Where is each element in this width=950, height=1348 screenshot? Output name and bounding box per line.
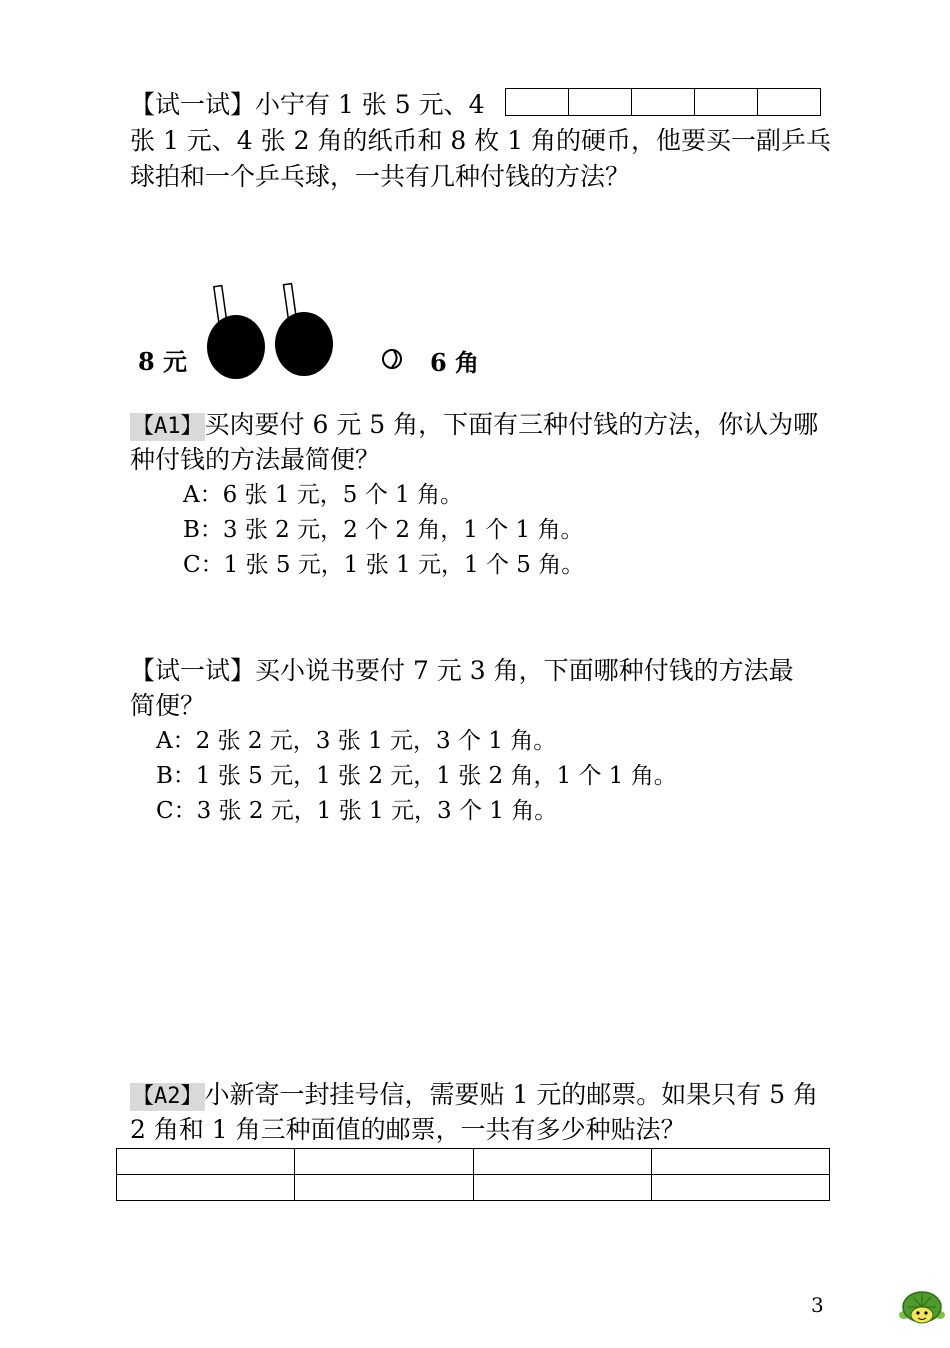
answer-cell[interactable] bbox=[695, 89, 758, 115]
table-cell[interactable] bbox=[651, 1149, 829, 1175]
a2-tag: 【A2】 bbox=[132, 1084, 203, 1109]
ping-pong-ball-icon bbox=[380, 347, 404, 371]
paddle-price-label: 8 元 bbox=[138, 347, 188, 376]
ball-price-label: 6 角 bbox=[430, 348, 480, 377]
answer-table bbox=[116, 1148, 830, 1201]
table-cell[interactable] bbox=[117, 1149, 295, 1175]
table-cell[interactable] bbox=[473, 1149, 651, 1175]
table-row bbox=[117, 1149, 830, 1175]
try2-option-a: A：2 张 2 元，3 张 1 元，3 个 1 角。 bbox=[156, 728, 557, 754]
answer-cell[interactable] bbox=[632, 89, 695, 115]
a1-line-2: 种付钱的方法最简便？ bbox=[130, 445, 381, 474]
a1-option-c: C：1 张 5 元，1 张 1 元，1 个 5 角。 bbox=[183, 552, 585, 578]
table-row bbox=[117, 1175, 830, 1201]
a1-option-a: A：6 张 1 元，5 个 1 角。 bbox=[183, 482, 464, 508]
a1-line-1-text: 买肉要付 6 元 5 角，下面有三种付钱的方法，你认为哪 bbox=[204, 410, 819, 439]
table-cell[interactable] bbox=[651, 1175, 829, 1201]
answer-grid-top bbox=[505, 88, 821, 116]
try2-line-2: 简便？ bbox=[130, 691, 206, 720]
page-number: 3 bbox=[811, 1293, 824, 1317]
a2-line-1 bbox=[130, 1078, 818, 1112]
answer-cell[interactable] bbox=[758, 89, 820, 115]
table-cell[interactable] bbox=[295, 1175, 473, 1201]
table-cell[interactable] bbox=[473, 1175, 651, 1201]
a1-option-b: B：3 张 2 元，2 个 2 角，1 个 1 角。 bbox=[183, 517, 584, 543]
answer-cell[interactable] bbox=[506, 89, 569, 115]
table-cell[interactable] bbox=[295, 1149, 473, 1175]
try2-option-c: C：3 张 2 元，1 张 1 元，3 个 1 角。 bbox=[156, 798, 558, 824]
answer-cell[interactable] bbox=[569, 89, 632, 115]
a1-tag: 【A1】 bbox=[132, 414, 203, 439]
try1-line-1: 【试一试】小宁有 1 张 5 元、4 bbox=[130, 90, 485, 119]
table-cell[interactable] bbox=[117, 1175, 295, 1201]
try2-option-b: B：1 张 5 元，1 张 2 元，1 张 2 角，1 个 1 角。 bbox=[156, 763, 677, 789]
a2-line-1-text: 小新寄一封挂号信，需要贴 1 元的邮票。如果只有 5 角 bbox=[204, 1080, 819, 1109]
try1-line-2: 张 1 元、4 张 2 角的纸币和 8 枚 1 角的硬币，他要买一副乒乓 bbox=[130, 126, 832, 155]
try2-line-1: 【试一试】买小说书要付 7 元 3 角，下面哪种付钱的方法最 bbox=[130, 656, 794, 685]
try1-line-3: 球拍和一个乒乓球，一共有几种付钱的方法？ bbox=[130, 162, 631, 191]
a2-line-2: 2 角和 1 角三种面值的邮票，一共有多少种贴法？ bbox=[130, 1115, 686, 1144]
turtle-icon bbox=[898, 1285, 946, 1329]
ping-pong-paddles-icon bbox=[200, 282, 345, 382]
a1-line-1 bbox=[130, 408, 818, 442]
